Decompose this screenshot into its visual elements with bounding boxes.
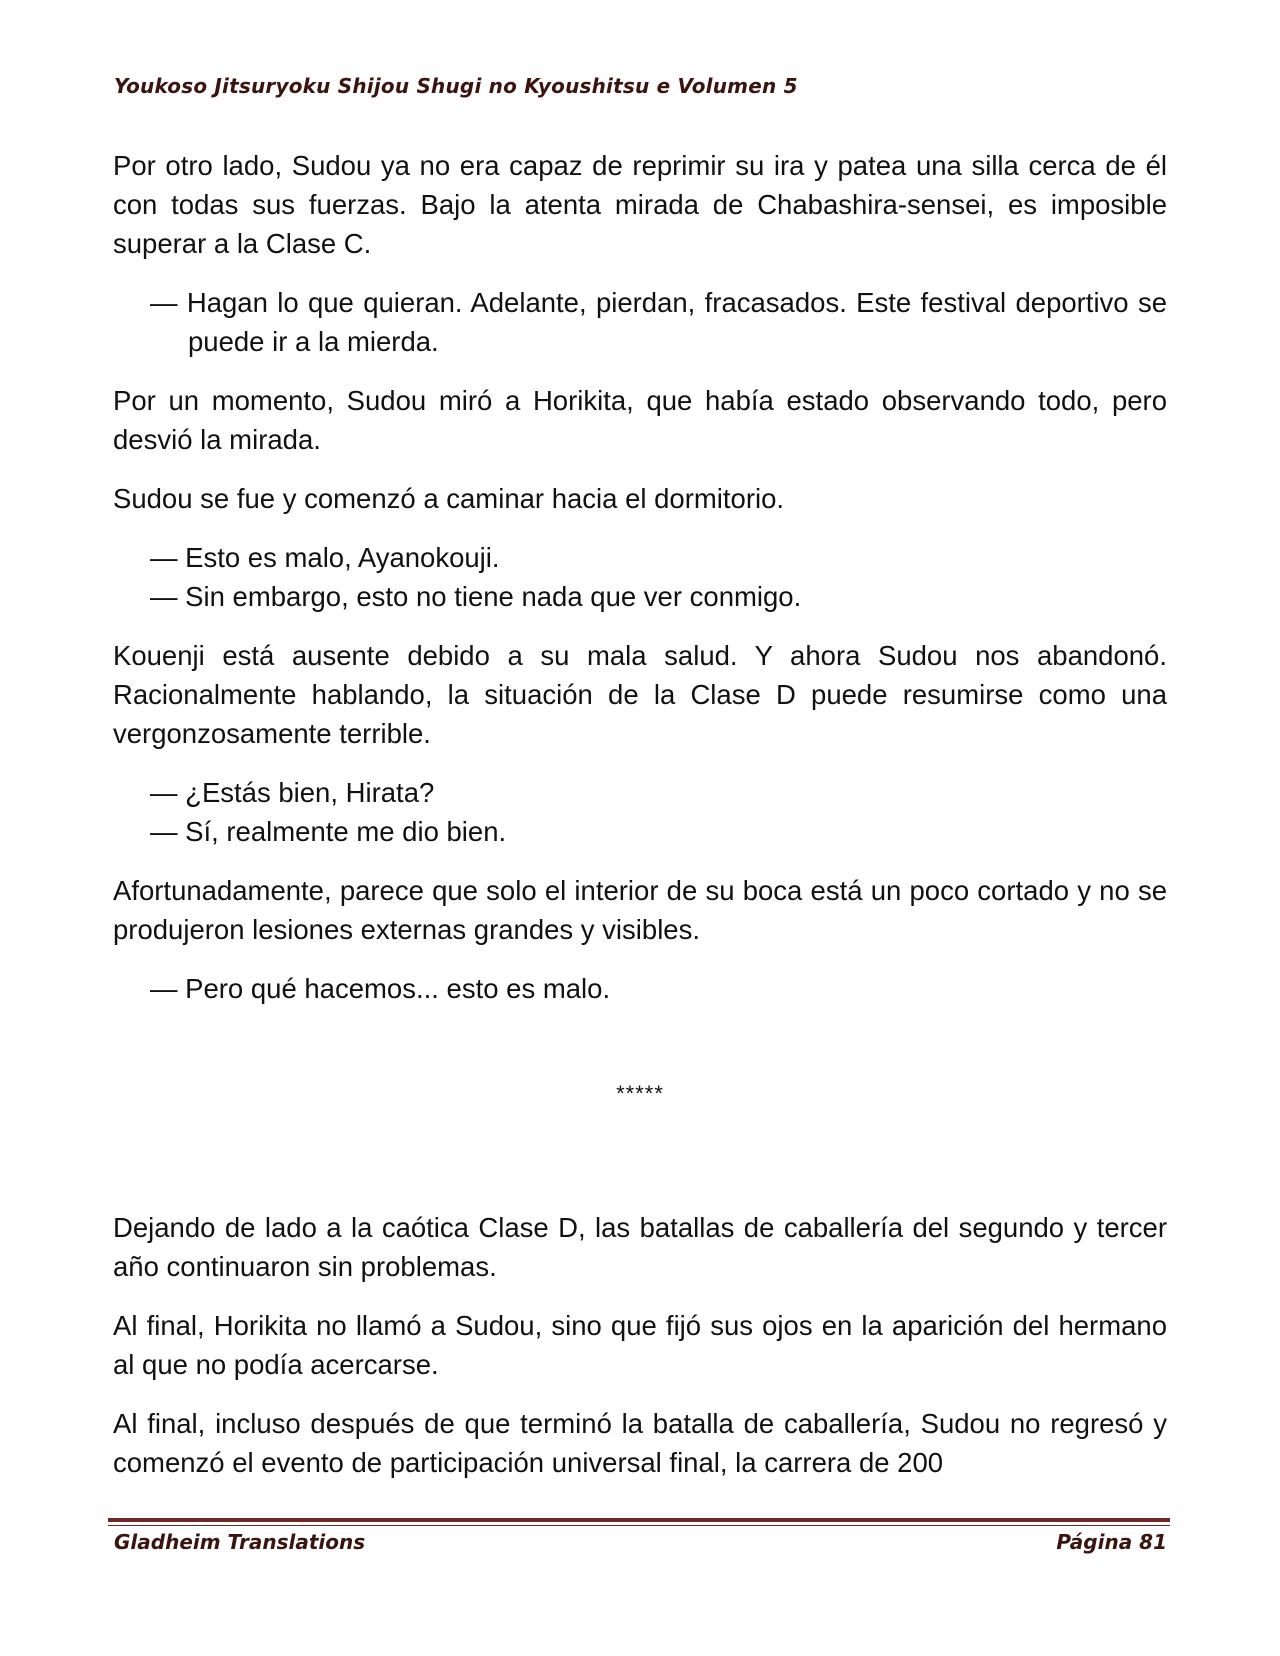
dialogue-group <box>113 969 1167 1008</box>
paragraph: Por un momento, Sudou miró a Horikita, que había estado observando todo, pero desvió la mirada. <box>113 385 1167 455</box>
dialogue-line: — Sí, realmente me dio bien. <box>150 816 507 847</box>
page-header-title: Youkoso Jitsuryoku Shijou Shugi no Kyoushitsu e Volumen 5 <box>114 74 798 98</box>
paragraph: Al final, incluso después de que terminó la batalla de caballería, Sudou no regresó y comenzó el evento de participación universal final, la carrera de 200 <box>113 1408 1167 1478</box>
footer-page-number: Página 81 <box>1056 1530 1167 1554</box>
paragraph: Por otro lado, Sudou ya no era capaz de reprimir su ira y patea una silla cerca de él con todas sus fuerzas. Bajo la atenta mirada de Chabashira-sensei, es imposible superar a la Clase C. <box>113 150 1167 259</box>
footer-rule-thin <box>108 1525 1170 1526</box>
paragraph: Afortunadamente, parece que solo el interior de su boca está un poco cortado y no se produjeron lesiones externas grandes y visibles. <box>113 875 1167 945</box>
paragraph: Kouenji está ausente debido a su mala salud. Y ahora Sudou nos abandonó. Racionalmente hablando, la situación de la Clase D puede resumirse como una vergonzosamente terrible. <box>113 640 1167 749</box>
dialogue-line: — ¿Estás bien, Hirata? <box>150 777 435 808</box>
footer-translator-credit: Gladheim Translations <box>114 1530 366 1554</box>
paragraph: Sudou se fue y comenzó a caminar hacia el dormitorio. <box>113 483 785 514</box>
paragraph: Al final, Horikita no llamó a Sudou, sino que fijó sus ojos en la aparición del hermano al que no podía acercarse. <box>113 1310 1167 1380</box>
dialogue-line: — Hagan lo que quieran. Adelante, pierdan, fracasados. Este festival deportivo se puede ir a la mierda. <box>150 287 1167 357</box>
scene-separator: ***** <box>616 1081 664 1106</box>
dialogue-line: — Esto es malo, Ayanokouji. <box>150 542 500 573</box>
footer-rule-thick <box>108 1518 1170 1522</box>
dialogue-group <box>113 773 1167 851</box>
dialogue-group <box>113 538 1167 616</box>
dialogue-line: — Sin embargo, esto no tiene nada que ver conmigo. <box>150 581 802 612</box>
dialogue-line: — Pero qué hacemos... esto es malo. <box>150 973 611 1004</box>
page-body <box>113 146 1167 1502</box>
paragraph: Dejando de lado a la caótica Clase D, las batallas de caballería del segundo y tercer año continuaron sin problemas. <box>113 1212 1167 1282</box>
dialogue-group <box>113 283 1167 361</box>
